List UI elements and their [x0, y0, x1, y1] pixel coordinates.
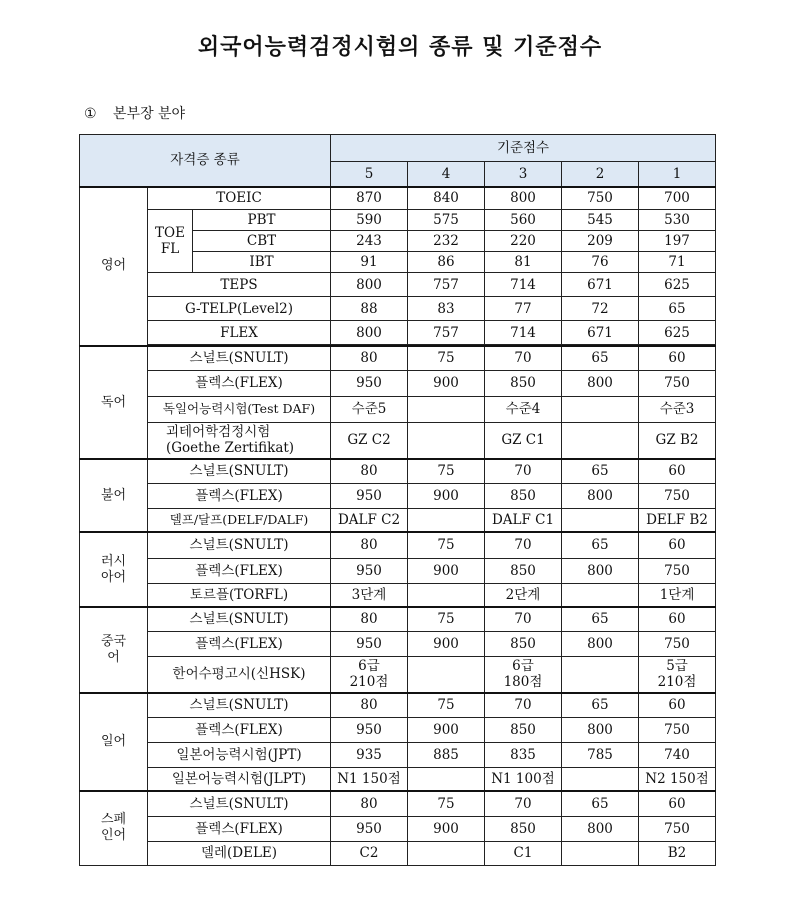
score-cell: 수준5 [331, 396, 408, 422]
score-cell: 60 [639, 791, 716, 816]
score-cell: 870 [331, 187, 408, 210]
score-cell: 750 [639, 558, 716, 583]
page-title: 외국어능력검정시험의 종류 및 기준점수 [197, 35, 603, 60]
score-cell: 950 [331, 483, 408, 508]
score-cell: 88 [331, 297, 408, 321]
table-row [80, 816, 716, 841]
table-row [80, 370, 716, 396]
score-cell: 232 [408, 231, 485, 252]
table-row [80, 346, 716, 370]
score-cell: C1 [485, 841, 562, 865]
section-label: 본부장 분야 [113, 106, 186, 122]
level-3: 3 [485, 162, 562, 187]
table-row [80, 767, 716, 791]
score-cell: 800 [562, 558, 639, 583]
table-row [80, 607, 716, 631]
score-cell: 700 [639, 187, 716, 210]
score-cell: 900 [408, 558, 485, 583]
score-cell: 950 [331, 717, 408, 742]
score-cell: 757 [408, 321, 485, 345]
score-cell: 5급 210점 [639, 656, 716, 693]
score-cell: 800 [331, 273, 408, 297]
score-cell-empty [562, 841, 639, 865]
score-cell: DALF C2 [331, 508, 408, 532]
score-cell: 750 [639, 816, 716, 841]
score-cell: 60 [639, 532, 716, 558]
score-cell: 80 [331, 459, 408, 483]
exam-name: TEPS [148, 273, 331, 297]
exam-name: 일본어능력시험(JPT) [148, 742, 331, 767]
lang-russian: 러시 아어 [80, 532, 148, 607]
score-cell: 243 [331, 231, 408, 252]
level-4: 4 [408, 162, 485, 187]
score-cell: 70 [485, 532, 562, 558]
score-cell-empty [562, 508, 639, 532]
table-row [80, 459, 716, 483]
score-cell: 81 [485, 252, 562, 273]
table-row [80, 508, 716, 532]
score-cell: 740 [639, 742, 716, 767]
level-5: 5 [331, 162, 408, 187]
score-cell: 80 [331, 532, 408, 558]
score-cell: 수준3 [639, 396, 716, 422]
score-cell: 530 [639, 210, 716, 231]
score-cell: 65 [562, 346, 639, 370]
exam-name: 일본어능력시험(JLPT) [148, 767, 331, 791]
score-cell: 590 [331, 210, 408, 231]
score-cell: DALF C1 [485, 508, 562, 532]
score-cell: 835 [485, 742, 562, 767]
score-cell: 65 [562, 532, 639, 558]
score-cell: DELF B2 [639, 508, 716, 532]
exam-name: FLEX [148, 321, 331, 345]
score-cell: 800 [331, 321, 408, 345]
score-cell: 900 [408, 483, 485, 508]
table-row [80, 483, 716, 508]
score-cell: 60 [639, 607, 716, 631]
score-cell: N1 150점 [331, 767, 408, 791]
score-cell: 80 [331, 607, 408, 631]
score-cell: 80 [331, 346, 408, 370]
score-cell: 3단계 [331, 583, 408, 607]
score-cell: 65 [639, 297, 716, 321]
score-cell-empty [408, 656, 485, 693]
exam-name: 토르플(TORFL) [148, 583, 331, 607]
exam-name: 플렉스(FLEX) [148, 370, 331, 396]
score-cell: 714 [485, 273, 562, 297]
score-cell: 850 [485, 483, 562, 508]
score-cell-empty [408, 508, 485, 532]
exam-name: 델프/달프(DELF/DALF) [148, 508, 331, 532]
score-cell: 6급 180점 [485, 656, 562, 693]
exam-name: 괴테어학검정시험 (Goethe Zertifikat) [148, 422, 331, 459]
score-cell: 800 [485, 187, 562, 210]
table-row [80, 210, 716, 231]
score-cell: 70 [485, 607, 562, 631]
score-cell-empty [408, 422, 485, 459]
exam-name: 한어수평고시(신HSK) [148, 656, 331, 693]
score-cell: 800 [562, 717, 639, 742]
score-cell: 800 [562, 370, 639, 396]
exam-name: 스널트(SNULT) [148, 459, 331, 483]
score-cell: 75 [408, 532, 485, 558]
score-cell: 900 [408, 717, 485, 742]
table-row [80, 583, 716, 607]
score-cell: 885 [408, 742, 485, 767]
score-cell-empty [408, 583, 485, 607]
exam-name: 플렉스(FLEX) [148, 717, 331, 742]
exam-name: 플렉스(FLEX) [148, 483, 331, 508]
table-row [80, 297, 716, 321]
score-cell: 800 [562, 631, 639, 656]
score-cell: 77 [485, 297, 562, 321]
table-row [80, 693, 716, 717]
score-cell: 70 [485, 346, 562, 370]
score-cell: GZ C1 [485, 422, 562, 459]
header-type: 자격증 종류 [80, 135, 331, 187]
score-cell: 220 [485, 231, 562, 252]
score-cell: 75 [408, 346, 485, 370]
score-cell: 750 [562, 187, 639, 210]
score-cell: 수준4 [485, 396, 562, 422]
score-cell: 935 [331, 742, 408, 767]
score-cell: 60 [639, 693, 716, 717]
score-cell: 65 [562, 607, 639, 631]
score-cell-empty [408, 396, 485, 422]
lang-japanese: 일어 [80, 693, 148, 791]
lang-german: 독어 [80, 346, 148, 459]
table-row [80, 717, 716, 742]
exam-name: 독일어능력시험(Test DAF) [148, 396, 331, 422]
score-cell: 80 [331, 791, 408, 816]
score-cell: 750 [639, 370, 716, 396]
score-cell: 850 [485, 717, 562, 742]
score-cell-empty [562, 422, 639, 459]
score-cell: N1 100점 [485, 767, 562, 791]
exam-name: G-TELP(Level2) [148, 297, 331, 321]
score-cell: 560 [485, 210, 562, 231]
score-cell: GZ C2 [331, 422, 408, 459]
exam-name-toefl: TOE FL [148, 210, 193, 273]
exam-name: 스널트(SNULT) [148, 791, 331, 816]
score-cell: 575 [408, 210, 485, 231]
table-row [80, 558, 716, 583]
score-cell: 65 [562, 693, 639, 717]
table-row [80, 273, 716, 297]
exam-name: 스널트(SNULT) [148, 607, 331, 631]
score-cell-empty [562, 396, 639, 422]
table-row [80, 656, 716, 693]
score-cell: 750 [639, 483, 716, 508]
score-cell: 757 [408, 273, 485, 297]
score-cell: 75 [408, 693, 485, 717]
section-number: ① [84, 106, 97, 122]
exam-name: 플렉스(FLEX) [148, 631, 331, 656]
score-cell: 625 [639, 321, 716, 345]
score-cell: 800 [562, 483, 639, 508]
score-table [79, 134, 716, 866]
table-row [80, 422, 716, 459]
score-cell: 91 [331, 252, 408, 273]
score-cell: 65 [562, 459, 639, 483]
lang-english: 영어 [80, 187, 148, 347]
score-cell: 750 [639, 717, 716, 742]
score-cell: 950 [331, 816, 408, 841]
table-row [80, 841, 716, 865]
score-cell: 76 [562, 252, 639, 273]
score-cell: 850 [485, 816, 562, 841]
exam-name: 플렉스(FLEX) [148, 558, 331, 583]
score-cell-empty [408, 767, 485, 791]
exam-name: 스널트(SNULT) [148, 693, 331, 717]
score-cell: 2단계 [485, 583, 562, 607]
score-cell: 72 [562, 297, 639, 321]
exam-name: 스널트(SNULT) [148, 346, 331, 370]
score-cell: 70 [485, 693, 562, 717]
exam-name: PBT [193, 210, 331, 231]
score-cell: 83 [408, 297, 485, 321]
score-cell: 850 [485, 370, 562, 396]
lang-spanish: 스페 인어 [80, 791, 148, 865]
lang-chinese: 중국 어 [80, 607, 148, 693]
score-cell-empty [408, 841, 485, 865]
table-row [80, 321, 716, 345]
score-cell-empty [562, 583, 639, 607]
score-cell: 71 [639, 252, 716, 273]
score-cell: 714 [485, 321, 562, 345]
score-cell: 545 [562, 210, 639, 231]
score-cell: 671 [562, 321, 639, 345]
score-cell: 75 [408, 607, 485, 631]
score-cell: 950 [331, 631, 408, 656]
score-cell-empty [562, 656, 639, 693]
score-cell: B2 [639, 841, 716, 865]
table-row [80, 396, 716, 422]
score-cell: 950 [331, 558, 408, 583]
score-cell: 70 [485, 791, 562, 816]
table-row [80, 742, 716, 767]
score-cell: 6급 210점 [331, 656, 408, 693]
score-cell: 70 [485, 459, 562, 483]
exam-name: IBT [193, 252, 331, 273]
score-cell: 900 [408, 816, 485, 841]
score-cell: N2 150점 [639, 767, 716, 791]
exam-name: TOEIC [148, 187, 331, 210]
score-cell: 65 [562, 791, 639, 816]
score-cell: 671 [562, 273, 639, 297]
exam-name: 스널트(SNULT) [148, 532, 331, 558]
level-2: 2 [562, 162, 639, 187]
score-cell-empty [562, 767, 639, 791]
score-cell: 900 [408, 370, 485, 396]
table-row [80, 532, 716, 558]
score-cell: 209 [562, 231, 639, 252]
table-row [80, 631, 716, 656]
score-cell: 850 [485, 631, 562, 656]
score-cell: C2 [331, 841, 408, 865]
score-cell: 75 [408, 791, 485, 816]
score-cell: 197 [639, 231, 716, 252]
score-cell: 785 [562, 742, 639, 767]
header-score: 기준점수 [331, 135, 716, 162]
level-1: 1 [639, 162, 716, 187]
exam-name: 플렉스(FLEX) [148, 816, 331, 841]
score-cell: 80 [331, 693, 408, 717]
score-cell: 75 [408, 459, 485, 483]
lang-french: 불어 [80, 459, 148, 532]
table-row [80, 187, 716, 210]
score-cell: 625 [639, 273, 716, 297]
score-cell: 1단계 [639, 583, 716, 607]
exam-name: CBT [193, 231, 331, 252]
score-cell: 60 [639, 459, 716, 483]
score-cell: 840 [408, 187, 485, 210]
score-cell: 800 [562, 816, 639, 841]
score-cell: GZ B2 [639, 422, 716, 459]
score-cell: 850 [485, 558, 562, 583]
section-heading [84, 103, 185, 123]
score-cell: 950 [331, 370, 408, 396]
score-cell: 900 [408, 631, 485, 656]
score-cell: 86 [408, 252, 485, 273]
score-cell: 60 [639, 346, 716, 370]
score-cell: 750 [639, 631, 716, 656]
exam-name: 델레(DELE) [148, 841, 331, 865]
table-row [80, 791, 716, 816]
